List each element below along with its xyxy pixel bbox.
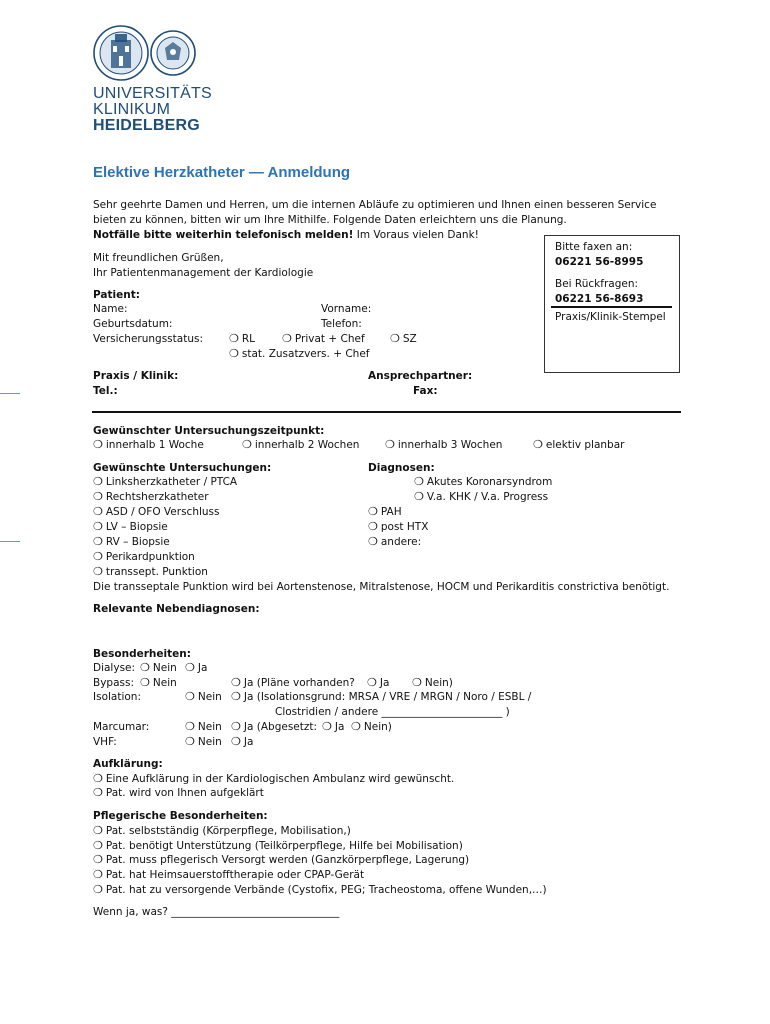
dialyse-nein-option[interactable]: ❍ Nein bbox=[140, 661, 177, 675]
thanks-text: Im Voraus vielen Dank! bbox=[353, 229, 479, 241]
untersuchung-option[interactable]: ❍ Linksherzkatheter / PTCA bbox=[93, 475, 237, 489]
fax-box-divider bbox=[551, 306, 672, 308]
pflege-option[interactable]: ❍ Pat. muss pflegerisch Versorgt werden (Ganzkörperpflege, Lagerung) bbox=[93, 853, 469, 867]
name-label: Name: bbox=[93, 303, 128, 315]
aufklaerung-heading: Aufklärung: bbox=[93, 758, 163, 770]
zeitpunkt-option-2[interactable]: ❍ innerhalb 2 Wochen bbox=[242, 438, 359, 452]
intro-line-1: Sehr geehrte Damen und Herren, um die internen Abläufe zu optimieren und Ihnen einen besseren Service bbox=[93, 199, 657, 211]
marcumar-nein-option[interactable]: ❍ Nein bbox=[185, 720, 222, 734]
aufklaerung-option-1[interactable]: ❍ Eine Aufklärung in der Kardiologischen Ambulanz wird gewünscht. bbox=[93, 772, 454, 786]
callback-number: 06221 56-8693 bbox=[555, 293, 644, 305]
emergency-note: Notfälle bitte weiterhin telefonisch melden! bbox=[93, 229, 354, 241]
greeting-line-2: Ihr Patientenmanagement der Kardiologie bbox=[93, 267, 314, 279]
untersuchung-option[interactable]: ❍ Perikardpunktion bbox=[93, 550, 195, 564]
bypass-plaene-nein-option[interactable]: ❍ Nein) bbox=[412, 676, 453, 690]
logo-line-2: KLINIKUM bbox=[93, 101, 171, 118]
zeitpunkt-heading: Gewünschter Untersuchungszeitpunkt: bbox=[93, 425, 325, 437]
fax-label: Bitte faxen an: bbox=[555, 241, 633, 253]
untersuchung-option[interactable]: ❍ RV – Biopsie bbox=[93, 535, 170, 549]
wenn-ja-field[interactable]: Wenn ja, was? ________________________________ bbox=[93, 906, 340, 918]
vhf-nein-option[interactable]: ❍ Nein bbox=[185, 735, 222, 749]
zeitpunkt-option-1[interactable]: ❍ innerhalb 1 Woche bbox=[93, 438, 204, 452]
fax-field-label: Fax: bbox=[413, 385, 438, 397]
untersuchung-option[interactable]: ❍ LV – Biopsie bbox=[93, 520, 168, 534]
untersuchung-option[interactable]: ❍ Rechtsherzkatheter bbox=[93, 490, 209, 504]
pflege-heading: Pflegerische Besonderheiten: bbox=[93, 810, 268, 822]
pflege-option[interactable]: ❍ Pat. selbstständig (Körperpflege, Mobilisation,) bbox=[93, 824, 351, 838]
diagnose-option[interactable]: ❍ post HTX bbox=[368, 520, 428, 534]
tel-label: Tel.: bbox=[93, 385, 118, 397]
patient-heading: Patient: bbox=[93, 289, 140, 301]
untersuchung-option[interactable]: ❍ ASD / OFO Verschluss bbox=[93, 505, 219, 519]
untersuchung-option[interactable]: ❍ transsept. Punktion bbox=[93, 565, 208, 579]
zeitpunkt-option-4[interactable]: ❍ elektiv planbar bbox=[533, 438, 624, 452]
bypass-plaene-ja-option[interactable]: ❍ Ja bbox=[367, 676, 389, 690]
diagnose-option[interactable]: ❍ andere: bbox=[368, 535, 421, 549]
vhf-label: VHF: bbox=[93, 736, 117, 748]
pflege-option[interactable]: ❍ Pat. hat Heimsauerstofftherapie oder CPAP-Gerät bbox=[93, 868, 364, 882]
dialyse-label: Dialyse: bbox=[93, 662, 136, 674]
callback-label: Bei Rückfragen: bbox=[555, 278, 639, 290]
fax-number: 06221 56-8995 bbox=[555, 256, 644, 268]
zeitpunkt-option-3[interactable]: ❍ innerhalb 3 Wochen bbox=[385, 438, 502, 452]
dialyse-ja-option[interactable]: ❍ Ja bbox=[185, 661, 207, 675]
diagnose-option[interactable]: ❍ PAH bbox=[368, 505, 402, 519]
versicherung-privat-option[interactable]: ❍ Privat + Chef bbox=[282, 332, 365, 346]
aufklaerung-option-2[interactable]: ❍ Pat. wird von Ihnen aufgeklärt bbox=[93, 786, 264, 800]
marcumar-abgesetzt-nein-option[interactable]: ❍ Nein) bbox=[351, 720, 392, 734]
telefon-label: Telefon: bbox=[321, 318, 362, 330]
bypass-label: Bypass: bbox=[93, 677, 134, 689]
marcumar-ja-option[interactable]: ❍ Ja (Abgesetzt: bbox=[231, 720, 317, 734]
university-seal-logo bbox=[93, 24, 199, 86]
stamp-label: Praxis/Klinik-Stempel bbox=[555, 311, 666, 323]
isolation-nein-option[interactable]: ❍ Nein bbox=[185, 690, 222, 704]
bypass-nein-option[interactable]: ❍ Nein bbox=[140, 676, 177, 690]
versicherung-stat-option[interactable]: ❍ stat. Zusatzvers. + Chef bbox=[229, 347, 370, 361]
isolation-line-2: Clostridien / andere _______________________ ) bbox=[275, 706, 510, 718]
vorname-label: Vorname: bbox=[321, 303, 372, 315]
page-title: Elektive Herzkatheter — Anmeldung bbox=[93, 164, 351, 181]
geburtsdatum-label: Geburtsdatum: bbox=[93, 318, 173, 330]
untersuchungen-heading: Gewünschte Untersuchungen: bbox=[93, 462, 272, 474]
ansprechpartner-label: Ansprechpartner: bbox=[368, 370, 473, 382]
intro-line-3 bbox=[93, 228, 479, 242]
versicherung-rl-option[interactable]: ❍ RL bbox=[229, 332, 255, 346]
logo-line-3: HEIDELBERG bbox=[93, 117, 200, 134]
logo-line-1: UNIVERSITÄTS bbox=[93, 85, 212, 102]
section-divider bbox=[92, 411, 681, 413]
pflege-option[interactable]: ❍ Pat. hat zu versorgende Verbände (Cystofix, PEG; Tracheostoma, offene Wunden,…) bbox=[93, 883, 547, 897]
versicherung-label: Versicherungsstatus: bbox=[93, 333, 203, 345]
nebendiagnosen-heading: Relevante Nebendiagnosen: bbox=[93, 603, 260, 615]
pflege-option[interactable]: ❍ Pat. benötigt Unterstützung (Teilkörperpflege, Hilfe bei Mobilisation) bbox=[93, 839, 463, 853]
isolation-label: Isolation: bbox=[93, 691, 141, 703]
diagnose-option[interactable]: ❍ Akutes Koronarsyndrom bbox=[414, 475, 552, 489]
intro-line-2: bieten zu können, bitten wir um Ihre Mithilfe. Folgende Daten erleichtern uns die Planung. bbox=[93, 214, 567, 226]
greeting-line-1: Mit freundlichen Grüßen, bbox=[93, 252, 224, 264]
transseptal-note: Die transseptale Punktion wird bei Aortenstenose, Mitralstenose, HOCM und Perikarditis constrictiva benötigt. bbox=[93, 581, 670, 593]
vhf-ja-option[interactable]: ❍ Ja bbox=[231, 735, 253, 749]
versicherung-sz-option[interactable]: ❍ SZ bbox=[390, 332, 417, 346]
besonderheiten-heading: Besonderheiten: bbox=[93, 648, 191, 660]
diagnosen-heading: Diagnosen: bbox=[368, 462, 435, 474]
praxis-label: Praxis / Klinik: bbox=[93, 370, 179, 382]
isolation-ja-option[interactable]: ❍ Ja (Isolationsgrund: MRSA / VRE / MRGN / Noro / ESBL / bbox=[231, 690, 531, 704]
bypass-ja-option[interactable]: ❍ Ja (Pläne vorhanden? bbox=[231, 676, 355, 690]
marcumar-abgesetzt-ja-option[interactable]: ❍ Ja bbox=[322, 720, 344, 734]
fold-mark-top bbox=[0, 393, 20, 394]
diagnose-option[interactable]: ❍ V.a. KHK / V.a. Progress bbox=[414, 490, 548, 504]
marcumar-label: Marcumar: bbox=[93, 721, 150, 733]
fold-mark-bottom bbox=[0, 541, 20, 542]
